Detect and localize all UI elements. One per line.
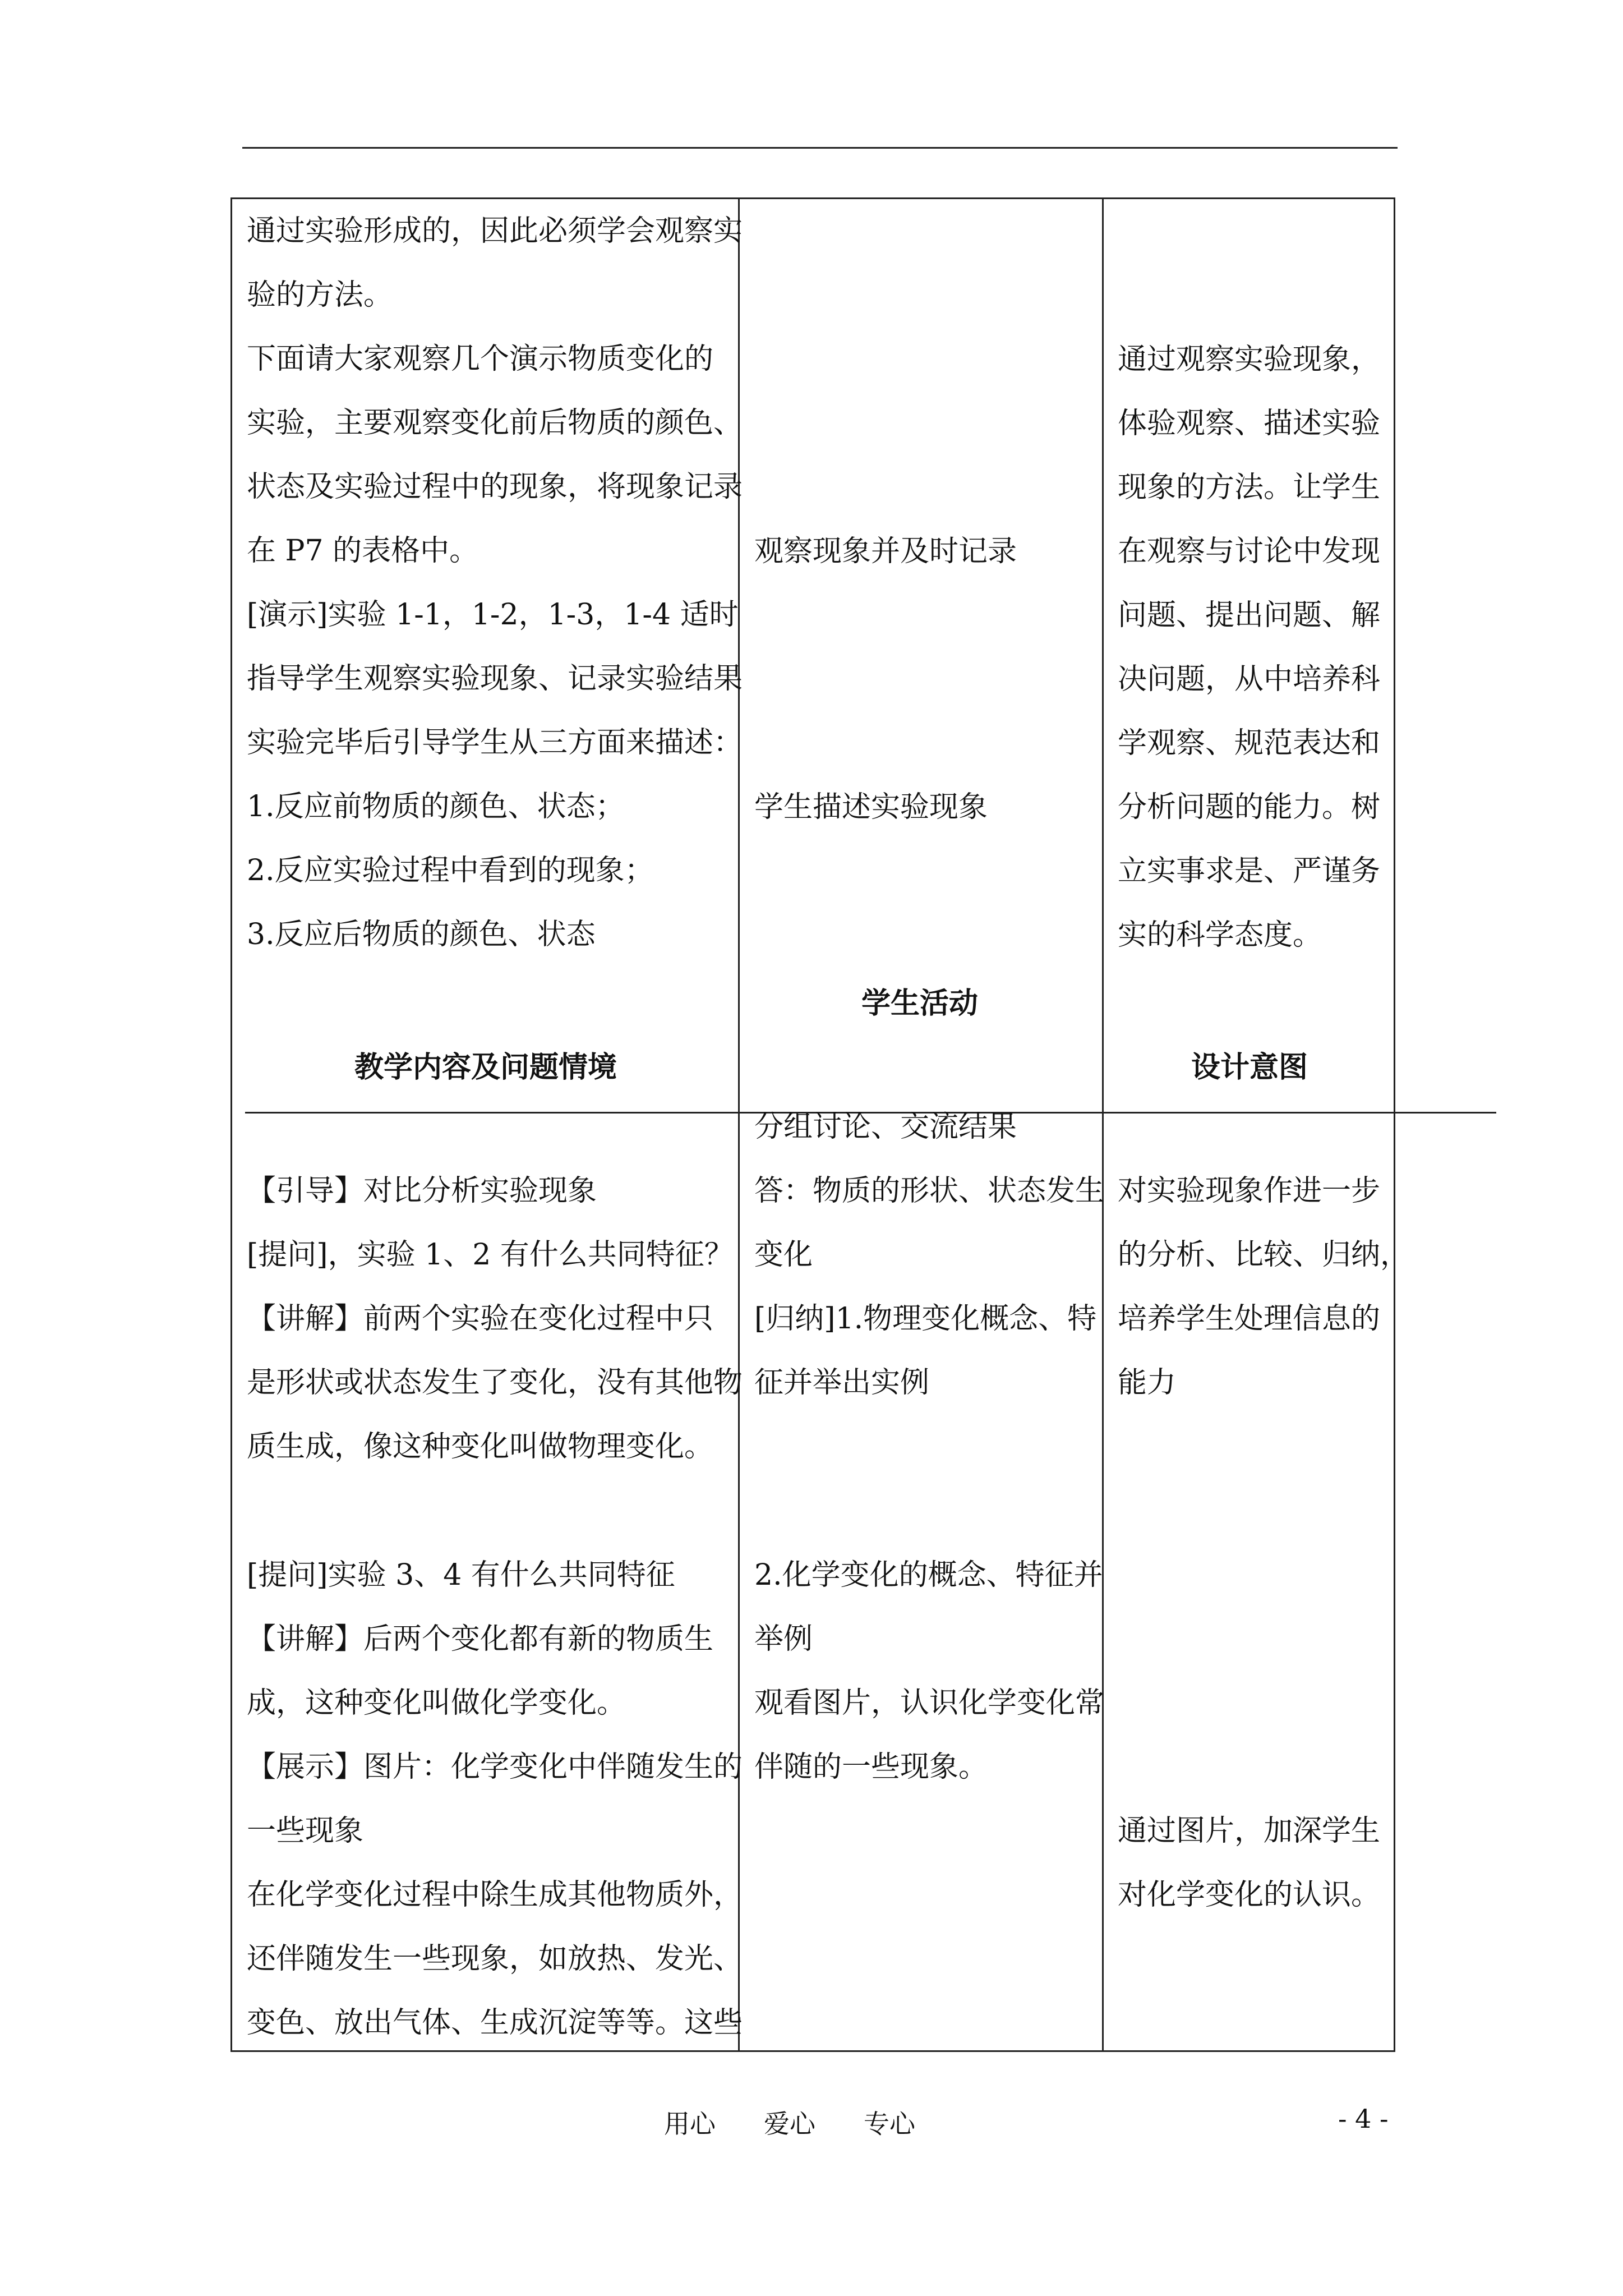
text-line: 体验观察、描述实验 <box>1118 407 1381 440</box>
col1-bottom-text-a <box>247 1159 743 1479</box>
text-line: 是形状或状态发生了变化，没有其他物 <box>247 1366 743 1400</box>
text-line: 成，这种变化叫做化学变化。 <box>247 1686 626 1720</box>
text-line: 分析问题的能力。树 <box>1118 790 1381 824</box>
col2-bottom-text-b <box>754 1543 1104 1799</box>
text-line: 通过观察实验现象， <box>1118 343 1381 376</box>
text-line: 3.反应后物质的颜色、状态 <box>247 918 596 951</box>
page-number: - 4 - <box>1338 2104 1389 2134</box>
text-line: 指导学生观察实验现象、记录实验结果 <box>247 662 743 696</box>
text-line: 通过图片，加深学生 <box>1118 1814 1381 1848</box>
text-line: 验的方法。 <box>247 278 393 312</box>
page-header-rule <box>242 147 1398 149</box>
text-line: [提问]实验 3、4 有什么共同特征 <box>247 1558 675 1592</box>
col2-bottom-text-a <box>754 1095 1104 1415</box>
col1-top-text <box>247 199 743 967</box>
text-line: 质生成，像这种变化叫做物理变化。 <box>247 1430 714 1464</box>
text-line: 能力 <box>1118 1366 1177 1400</box>
text-line: 2.反应实验过程中看到的现象； <box>247 854 654 887</box>
text-line: 答：物质的形状、状态发生 <box>754 1174 1105 1208</box>
text-line: 现象的方法。让学生 <box>1118 471 1381 504</box>
text-line: 观看图片，认识化学变化常 <box>754 1686 1105 1720</box>
text-line: 实验完毕后引导学生从三方面来描述： <box>247 726 743 760</box>
col1-bottom-text-b <box>247 1543 743 2055</box>
text-line: 立实事求是、严谨务 <box>1118 854 1381 888</box>
col2-observe-text <box>754 519 1017 583</box>
text-line: 培养学生处理信息的 <box>1118 1302 1381 1336</box>
col3-top-text <box>1118 328 1380 967</box>
text-line: 【讲解】后两个变化都有新的物质生 <box>247 1622 714 1656</box>
text-line: 对实验现象作进一步 <box>1118 1174 1381 1208</box>
col2-describe-text <box>754 775 988 839</box>
text-line: 在 P7 的表格中。 <box>247 534 479 568</box>
text-line: 对化学变化的认识。 <box>1118 1878 1381 1912</box>
text-line: 变化 <box>754 1238 813 1272</box>
col3-bottom-text-b <box>1118 1799 1380 1927</box>
text-line: 通过实验形成的，因此必须学会观察实 <box>247 214 743 248</box>
column-header-design-intent: 设计意图 <box>1191 1051 1308 1084</box>
text-line: [演示]实验 1-1，1-2，1-3，1-4 适时 <box>247 598 739 632</box>
text-line: 学观察、规范表达和 <box>1118 726 1381 760</box>
col3-bottom-text-a <box>1118 1159 1409 1415</box>
text-line: 实验，主要观察变化前后物质的颜色、 <box>247 406 743 440</box>
text-line: 在观察与讨论中发现 <box>1118 535 1381 568</box>
column-header-teaching-content: 教学内容及问题情境 <box>354 1051 617 1084</box>
text-line: 伴随的一些现象。 <box>754 1750 988 1784</box>
text-line: 征并举出实例 <box>754 1366 930 1400</box>
text-line: 分组讨论、交流结果 <box>754 1110 1017 1144</box>
text-line: 变色、放出气体、生成沉淀等等。这些 <box>247 2006 743 2040</box>
text-line: 状态及实验过程中的现象，将现象记录 <box>247 470 743 504</box>
text-line: 问题、提出问题、解 <box>1118 599 1381 632</box>
text-line: 还伴随发生一些现象，如放热、发光、 <box>247 1942 743 1976</box>
text-line: 下面请大家观察几个演示物质变化的 <box>247 342 714 376</box>
footer-motto-2: 爱心 <box>764 2109 815 2139</box>
text-line: [提问]，实验 1、2 有什么共同特征？ <box>247 1238 734 1272</box>
footer-motto-3: 专心 <box>864 2109 915 2139</box>
text-line: 的分析、比较、归纳， <box>1118 1238 1410 1272</box>
text-line: 【展示】图片：化学变化中伴随发生的 <box>247 1750 743 1784</box>
text-line: 举例 <box>754 1622 813 1656</box>
text-line: 【讲解】前两个实验在变化过程中只 <box>247 1302 714 1336</box>
text-line: 观察现象并及时记录 <box>754 535 1017 568</box>
column-header-student-activity: 学生活动 <box>861 987 979 1020</box>
text-line: 【引导】对比分析实验现象 <box>247 1174 597 1208</box>
text-line: [归纳]1.物理变化概念、特 <box>754 1302 1097 1336</box>
text-line: 决问题，从中培养科 <box>1118 662 1381 696</box>
text-line: 实的科学态度。 <box>1118 918 1322 952</box>
text-line: 一些现象 <box>247 1814 364 1848</box>
text-line: 学生描述实验现象 <box>754 790 988 824</box>
text-line: 2.化学变化的概念、特征并 <box>754 1558 1103 1592</box>
footer-motto-1: 用心 <box>664 2109 716 2139</box>
text-line: 在化学变化过程中除生成其他物质外， <box>247 1878 743 1912</box>
text-line: 1.反应前物质的颜色、状态； <box>247 790 625 823</box>
